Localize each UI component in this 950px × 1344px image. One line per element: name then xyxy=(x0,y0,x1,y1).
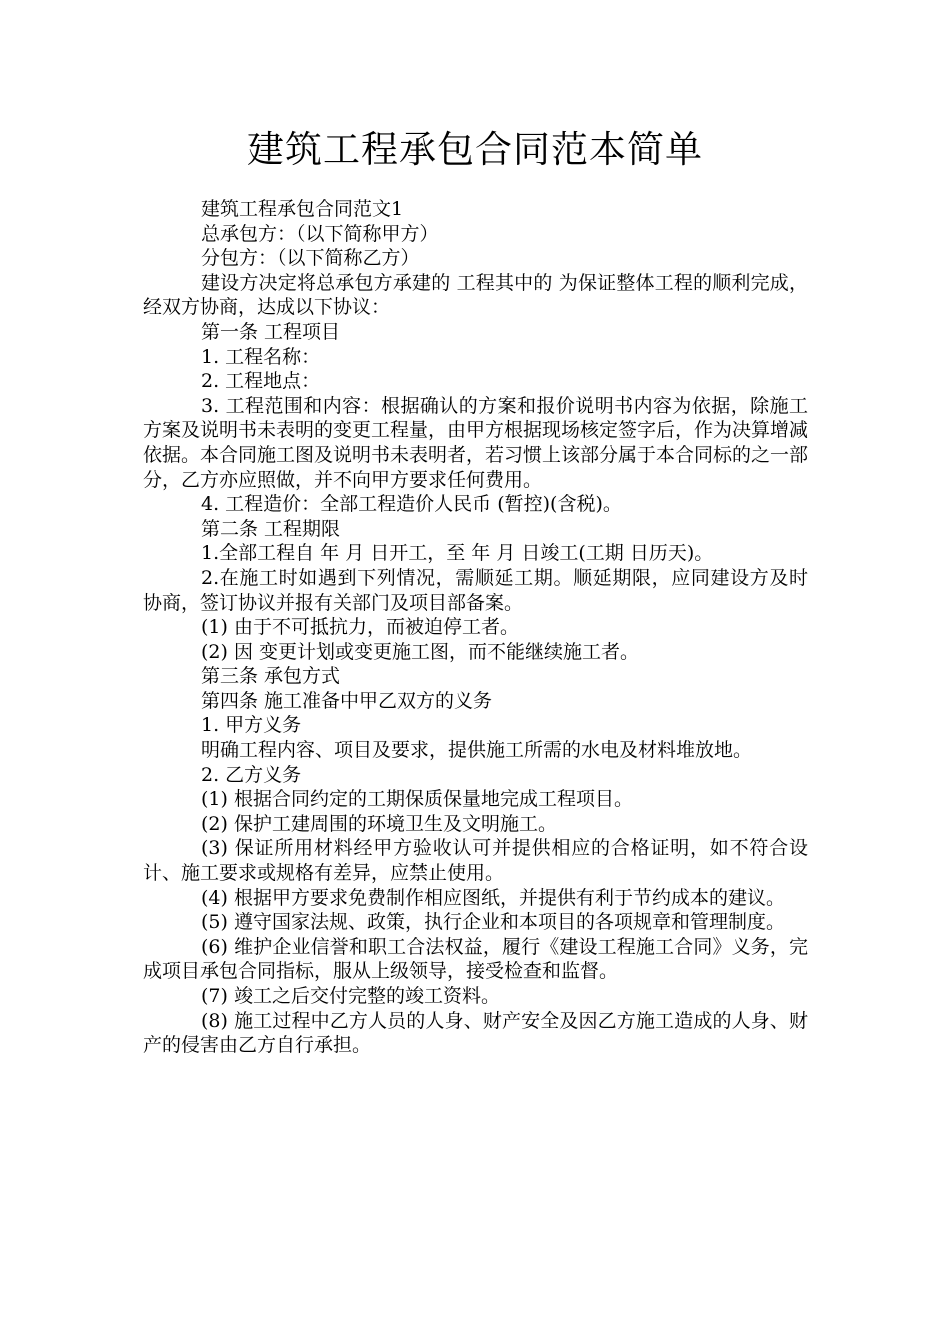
paragraph-party-a: 总承包方：（以下简称甲方） xyxy=(201,222,439,245)
article-2-heading: 第二条 工程期限 xyxy=(201,517,341,540)
article-4-party-b-duty-3: (3) 保证所用材料经甲方验收认可并提供相应的合格证明，如不符合设计、施工要求或规格有差异，应禁止使用。 xyxy=(143,837,808,885)
article-2-item-1: 1.全部工程自 年 月 日开工，至 年 月 日竣工(工期 日历天)。 xyxy=(201,542,714,565)
paragraph-preamble: 建设方决定将总承包方承建的 工程其中的 为保证整体工程的顺利完成，经双方协商，达成以下协议： xyxy=(143,271,808,319)
article-4-party-b-duty-8: (8) 施工过程中乙方人员的人身、财产安全及因乙方施工造成的人身、财产的侵害由乙方自行承担。 xyxy=(143,1009,808,1057)
article-4-party-b-duties-heading: 2. 乙方义务 xyxy=(201,763,302,786)
document-title: 建筑工程承包合同范本简单 xyxy=(247,128,703,171)
article-4-heading: 第四条 施工准备中甲乙双方的义务 xyxy=(201,689,493,712)
paragraph-heading-sample: 建筑工程承包合同范文1 xyxy=(201,198,404,220)
article-3-heading: 第三条 承包方式 xyxy=(201,665,341,688)
article-4-party-a-duties: 明确工程内容、项目及要求，提供施工所需的水电及材料堆放地。 xyxy=(201,739,753,762)
article-1-item-4: 4. 工程造价：全部工程造价人民币 (暂控)(含税)。 xyxy=(201,493,622,516)
article-1-item-2: 2. 工程地点： xyxy=(201,370,321,393)
article-4-party-b-duty-7: (7) 竣工之后交付完整的竣工资料。 xyxy=(201,985,500,1007)
article-2-item-2: 2.在施工时如遇到下列情况，需顺延工期。顺延期限，应同建设方及时协商，签订协议并报有关部门及项目部备案。 xyxy=(143,566,808,614)
article-4-party-b-duty-1: (1) 根据合同约定的工期保质保量地完成工程项目。 xyxy=(201,788,633,811)
article-4-party-b-duty-4: (4) 根据甲方要求免费制作相应图纸，并提供有利于节约成本的建议。 xyxy=(201,886,785,909)
article-2-subitem-1: (1) 由于不可抵抗力，而被迫停工者。 xyxy=(201,616,519,639)
article-4-party-b-duty-6: (6) 维护企业信誉和职工合法权益，履行《建设工程施工合同》义务，完成项目承包合同指标，服从上级领导，接受检查和监督。 xyxy=(143,935,808,983)
article-4-party-b-duty-5: (5) 遵守国家法规、政策，执行企业和本项目的各项规章和管理制度。 xyxy=(201,911,785,934)
paragraph-party-b: 分包方：（以下简称乙方） xyxy=(201,247,420,270)
article-2-subitem-2: (2) 因 变更计划或变更施工图，而不能继续施工者。 xyxy=(201,640,639,663)
article-4-party-a-duties-heading: 1. 甲方义务 xyxy=(201,714,302,737)
document-body xyxy=(143,197,808,1058)
article-1-heading: 第一条 工程项目 xyxy=(201,320,341,343)
article-1-item-3: 3. 工程范围和内容：根据确认的方案和报价说明书内容为依据，除施工方案及说明书未表明的变更工程量，由甲方根据现场核定签字后，作为决算增减依据。本合同施工图及说明书未表明者，若习惯上该部分属于本合同标的之一部分，乙方亦应照做，并不向甲方要求任何费用。 xyxy=(143,394,809,491)
article-1-item-1: 1. 工程名称： xyxy=(201,345,321,368)
article-4-party-b-duty-2: (2) 保护工建周围的环境卫生及文明施工。 xyxy=(201,812,557,835)
